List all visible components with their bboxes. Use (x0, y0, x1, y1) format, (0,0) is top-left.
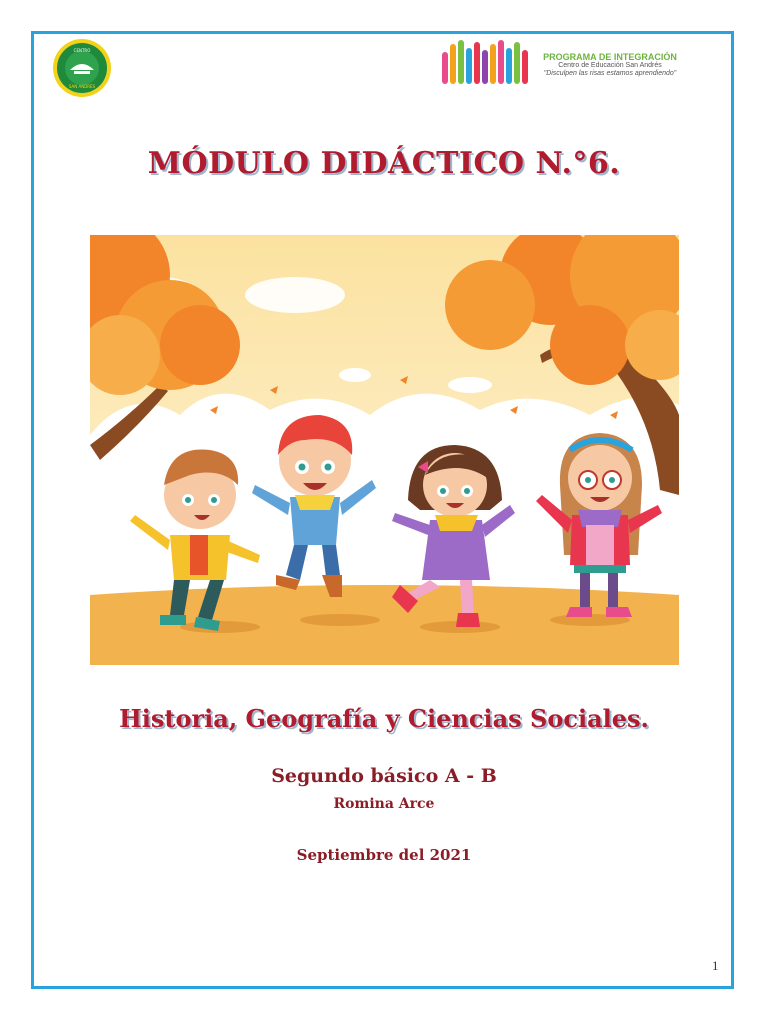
program-title: PROGRAMA DE INTEGRACIÓN (543, 52, 677, 62)
svg-text:CENTRO: CENTRO (73, 48, 91, 53)
document-date: Septiembre del 2021 (296, 846, 472, 864)
teacher-name: Romina Arce (333, 796, 435, 812)
page-number: 1 (712, 958, 719, 973)
svg-text:SAN ANDRÉS: SAN ANDRÉS (68, 84, 96, 89)
program-motto: "Disculpen las risas estamos aprendiendo" (543, 69, 677, 77)
subject-title: Historia, Geografía y Ciencias Sociales. (119, 704, 649, 733)
school-crest-icon (52, 38, 112, 98)
module-title: MÓDULO DIDÁCTICO N.°6. (147, 146, 621, 181)
program-center: Centro de Educación San Andrés (558, 62, 662, 70)
grade-label: Segundo básico A - B (271, 765, 497, 787)
program-text-block (540, 53, 680, 77)
autumn-children-illustration (90, 235, 679, 665)
